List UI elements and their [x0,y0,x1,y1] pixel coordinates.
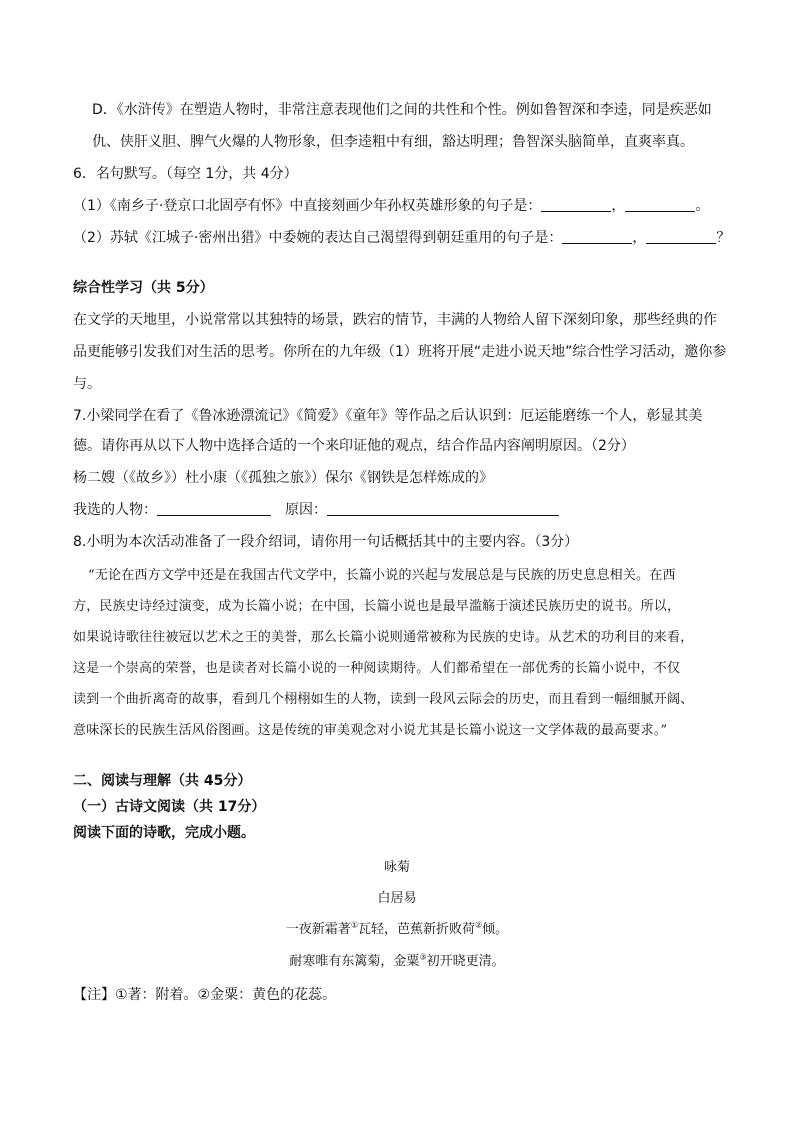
q7-line2: 德。请你再从以下人物中选择合适的一个来印证他的观点，结合作品内容阐明原因。（2分） [73,438,635,454]
q6-item-1-separator: ， [611,198,626,214]
q8-passage-line: 意味深长的民族生活风俗图画。这是传统的审美观念对小说尤其是长篇小说这一文学体裁的最高要求。” [73,723,668,738]
section2-instruction: 阅读下面的诗歌，完成小题。 [73,825,255,841]
q5-option-d-line1: D．《水浒传》在塑造人物时，非常注意表现他们之间的共性和个性。例如鲁智深和李逵，同是疾恶如 [92,102,712,118]
q6-item-2-text: （2）苏轼《江城子·密州出猎》中委婉的表达自己渴望得到朝廷重用的句子是： [73,230,563,246]
comprehensive-intro-line3: 与。 [73,376,101,392]
q7-reason-blank[interactable] [327,501,559,516]
poem-footnote-marker-3: ③ [419,952,427,962]
q7-answer-line [73,500,559,520]
section2-heading: 二、阅读与理解（共 45分） [73,773,252,789]
poem-line-1-part-c: 倾。 [482,922,509,937]
q6-answer-blank-3[interactable] [562,229,632,244]
comprehensive-intro-line2: 品更能够引发我们对生活的思考。你所在的九年级（1）班将开展“走进小说天地”综合性学习活动，邀你参 [73,344,727,360]
q6-title: 6．名句默写。（每空 1分，共 4分） [73,166,298,182]
poem-line-2-part-b: 初开晓更清。 [426,954,505,969]
poem-line-2-part-a: 耐寒唯有东篱菊，金粟 [289,954,420,969]
comprehensive-intro-line1: 在文学的天地里，小说常常以其独特的场景，跌宕的情节，丰满的人物给人留下深刻印象，那些经典的作 [73,312,717,328]
q8-passage-line: 这是一个崇高的荣誉，也是读者对长篇小说的一种阅读期待。人们都希望在一部优秀的长篇小说中，不仅 [73,661,681,676]
q6-answer-blank-1[interactable] [541,197,611,212]
q6-item-1-end: 。 [695,198,710,214]
q5-option-d-line2: 仇、侠肝义胆、脾气火爆的人物形象，但李逵粗中有细，豁达明理；鲁智深头脑简单，直爽率真。 [92,134,694,150]
q8-passage-line: 如果说诗歌往往被冠以艺术之王的美誉，那么长篇小说则通常被称为民族的史诗。从艺术的功利目的来看， [73,630,694,645]
q7-person-blank[interactable] [157,501,271,516]
poem-author: 白居易 [377,891,417,906]
poem-title: 咏菊 [383,860,410,875]
q6-item-2-end: ？ [716,230,731,246]
comprehensive-heading: 综合性学习（共 5分） [73,280,214,296]
q7-person-label: 我选的人物： [73,502,157,518]
q8-passage-line: “无论在西方文学中还是在我国古代文学中，长篇小说的兴起与发展总是与民族的历史息息相关。在西 [88,568,676,583]
q6-answer-blank-4[interactable] [646,229,716,244]
poem-notes: 【注】①著：附着。②金粟：黄色的花蕊。 [73,987,337,1003]
q7-reason-label: 原因： [285,502,327,518]
q7-line1: 7.小梁同学在看了《鲁冰逊漂流记》《简爱》《童年》等作品之后认识到：厄运能磨练一个人，彰显其美 [73,408,703,424]
q8-passage-line: 方，民族史诗经过演变，成为长篇小说；在中国，长篇小说也是最早滥觞于演述民族历史的说书。所以， [73,599,681,614]
poem-footnote-marker-2: ② [475,920,483,930]
poem-line-1-part-b: 瓦轻，芭蕉新折败荷 [357,922,475,937]
poem-footnote-marker-1: ① [350,920,358,930]
q7-characters: 杨二嫂（《故乡》）杜小康（《孤独之旅》）保尔《钢铁是怎样炼成的》 [73,470,493,486]
q6-answer-blank-2[interactable] [625,197,695,212]
q8-title: 8.小明为本次活动准备了一段介绍词，请你用一句话概括其中的主要内容。（3分） [73,534,579,550]
q6-item-2-separator: ， [632,230,647,246]
poem-line-1-part-a: 一夜新霜著 [285,922,351,937]
q8-passage-line: 读到一个曲折离奇的故事，看到几个栩栩如生的人物，读到一段风云际会的历史，而且看到一幅细腻开阔、 [73,692,694,707]
q6-item-1-text: （1）《南乡子·登京口北固亭有怀》中直接刻画少年孙权英雄形象的句子是： [73,198,542,214]
poem-line-2 [0,952,794,972]
q6-item-2 [73,228,730,248]
section2-subheading: （一）古诗文阅读（共 17分） [73,799,266,815]
q6-item-1 [73,196,709,216]
poem-line-1 [0,920,794,940]
